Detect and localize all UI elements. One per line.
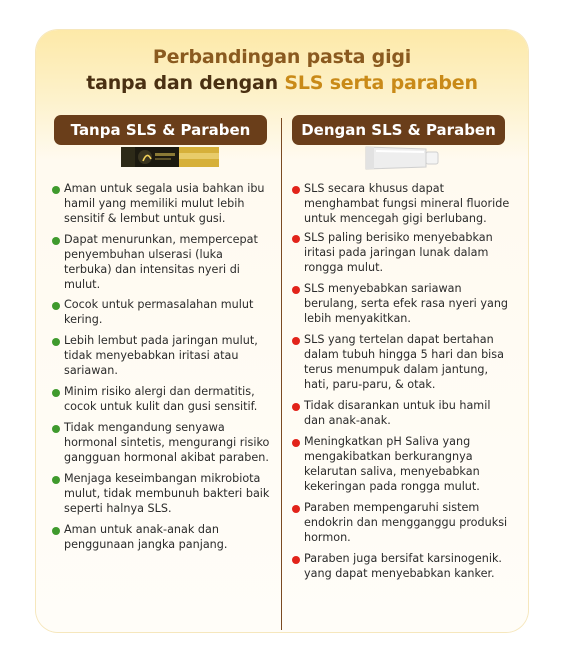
list-item	[290, 500, 512, 545]
green-bullet-icon	[52, 338, 60, 346]
list-item-text: Tidak mengandung senyawa hormonal sintetis, mengurangi risiko gangguan hormonal akibat paraben.	[64, 421, 270, 464]
red-bullet-icon	[292, 403, 300, 411]
green-bullet-icon	[52, 389, 60, 397]
right-column-header: Dengan SLS & Paraben	[292, 115, 505, 145]
list-item	[50, 471, 272, 516]
list-item-text: Aman untuk segala usia bahkan ibu hamil yang memiliki mulut lebih sensitif & lembut untuk gusi.	[64, 182, 265, 225]
red-bullet-icon	[292, 556, 300, 564]
title-line-1: Perbandingan pasta gigi	[152, 46, 412, 68]
right-risks-list	[290, 181, 512, 581]
green-bullet-icon	[52, 237, 60, 245]
list-item	[290, 434, 512, 494]
green-bullet-icon	[52, 425, 60, 433]
list-item-text: Paraben juga bersifat karsinogenik. yang dapat menyebabkan kanker.	[304, 552, 502, 580]
red-bullet-icon	[292, 337, 300, 345]
list-item	[50, 522, 272, 552]
list-item-text: Paraben mempengaruhi sistem endokrin dan mengganggu produksi hormon.	[304, 501, 508, 544]
left-benefits-list	[50, 181, 272, 552]
red-bullet-icon	[292, 235, 300, 243]
list-item	[50, 333, 272, 378]
list-item-text: Meningkatkan pH Saliva yang mengakibatkan berkurangnya kelarutan saliva, menyebabkan kekeringan pada rongga mulut.	[304, 435, 480, 493]
green-bullet-icon	[52, 527, 60, 535]
list-item	[290, 332, 512, 392]
list-item	[50, 181, 272, 226]
list-item-text: Lebih lembut pada jaringan mulut, tidak menyebabkan iritasi atau sariawan.	[64, 334, 258, 377]
list-item	[50, 384, 272, 414]
title-highlight: SLS serta paraben	[284, 72, 478, 94]
list-item-text: Dapat menurunkan, mempercepat penyembuhan ulserasi (luka terbuka) dan intensitas nyeri di mulut.	[64, 233, 258, 291]
list-item-text: Minim risiko alergi dan dermatitis, cocok untuk kulit dan gusi sensitif.	[64, 385, 258, 413]
column-divider	[281, 118, 282, 630]
list-item	[50, 297, 272, 327]
title-line-2	[36, 70, 528, 96]
list-item	[290, 398, 512, 428]
left-column-header: Tanpa SLS & Paraben	[54, 115, 267, 145]
green-bullet-icon	[52, 302, 60, 310]
title-line-2-text: tanpa dan dengan	[86, 72, 285, 94]
list-item	[290, 551, 512, 581]
red-bullet-icon	[292, 505, 300, 513]
list-item	[290, 230, 512, 275]
red-bullet-icon	[292, 286, 300, 294]
toothpaste-tube-image	[364, 143, 442, 173]
list-item	[50, 420, 272, 465]
list-item	[290, 281, 512, 326]
toothpaste-box-image	[121, 144, 219, 170]
list-item-text: SLS menyebabkan sariawan berulang, serta efek rasa nyeri yang lebih menyakitkan.	[304, 282, 509, 325]
red-bullet-icon	[292, 439, 300, 447]
list-item	[50, 232, 272, 292]
list-item-text: Menjaga keseimbangan mikrobiota mulut, tidak membunuh bakteri baik seperti halnya SLS.	[64, 472, 270, 515]
list-item-text: SLS paling berisiko menyebabkan iritasi pada jaringan lunak dalam rongga mulut.	[304, 231, 493, 274]
list-item	[290, 181, 512, 226]
list-item-text: Tidak disarankan untuk ibu hamil dan anak-anak.	[304, 399, 491, 427]
list-item-text: Cocok untuk permasalahan mulut kering.	[64, 298, 254, 326]
green-bullet-icon	[52, 186, 60, 194]
list-item-text: SLS secara khusus dapat menghambat fungsi mineral fluoride untuk mencegah gigi berlubang.	[304, 182, 510, 225]
green-bullet-icon	[52, 476, 60, 484]
red-bullet-icon	[292, 186, 300, 194]
list-item-text: SLS yang tertelan dapat bertahan dalam tubuh hingga 5 hari dan bisa terus menumpuk dalam jantung, hati, paru-paru, & otak.	[304, 333, 504, 391]
page-title	[36, 44, 528, 96]
list-item-text: Aman untuk anak-anak dan penggunaan jangka panjang.	[64, 523, 228, 551]
